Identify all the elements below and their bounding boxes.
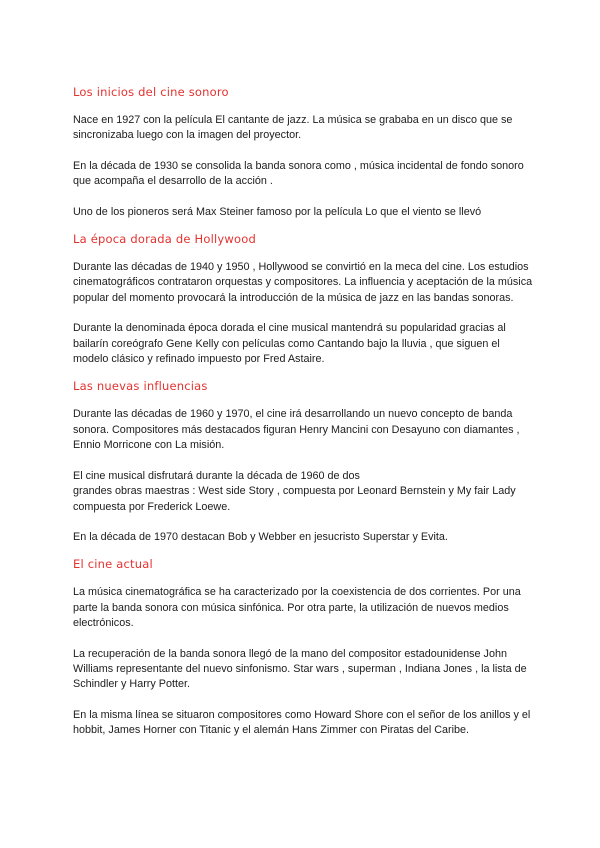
section-heading-cine-actual: El cine actual — [73, 557, 153, 572]
document-page — [73, 83, 535, 739]
paragraph: En la década de 1930 se consolida la banda sonora como , música incidental de fondo sonoro que acompaña el desarrollo de la acción . — [73, 159, 524, 188]
paragraph: Uno de los pioneros será Max Steiner famoso por la película Lo que el viento se llevó — [73, 205, 482, 218]
paragraph: La música cinematográfica se ha caracterizado por la coexistencia de dos corrientes. Por una parte la banda sonora con música sinfónica. Por otra parte, la utilización de nuevos medios electrónicos. — [73, 586, 521, 630]
paragraph: Durante las décadas de 1940 y 1950 , Hollywood se convirtió en la meca del cine. Los estudios cinematográficos contrataron orquestas y compositores. La influencia y aceptación de la música popular del momento provocará la introducción de la música de jazz en las bandas sonoras. — [73, 261, 533, 304]
paragraph: Durante la denominada época dorada el cine musical mantendrá su popularidad gracias al bailarín coreógrafo Gene Kelly con películas como Cantando bajo la lluvia , que siguen el modelo clásico y refinado impuesto por Fred Astaire. — [73, 322, 506, 366]
paragraph: En la década de 1970 destacan Bob y Webber en jesucristo Superstar y Evita. — [73, 530, 448, 543]
paragraph: grandes obras maestras : West side Story , compuesta por Leonard Bernstein y My fair Lady compuesta por Frederick Loewe. — [73, 485, 516, 513]
paragraph: Durante las décadas de 1960 y 1970, el cine irá desarrollando un nuevo concepto de banda sonora. Compositores más destacados figuran Henry Mancini con Desayuno con diamantes , Ennio Morricone con La misión. — [73, 408, 520, 452]
paragraph: El cine musical disfrutará durante la década de 1960 de dos — [73, 469, 360, 482]
section-heading-inicios: Los inicios del cine sonoro — [73, 85, 229, 99]
paragraph: Nace en 1927 con la película El cantante de jazz. La música se grababa en un disco que se sincronizaba luego con la imagen del proyector. — [73, 114, 513, 142]
paragraph: En la misma línea se situaron compositores como Howard Shore con el señor de los anillos y el hobbit, James Horner con Titanic y el alemán Hans Zimmer con Piratas del Caribe. — [73, 708, 531, 737]
section-heading-nuevas-influencias: Las nuevas influencias — [73, 379, 208, 394]
section-heading-epoca-dorada: La época dorada de Hollywood — [73, 232, 256, 247]
paragraph: La recuperación de la banda sonora llegó de la mano del compositor estadounidense John Williams representante del nuevo sinfonismo. Star wars , superman , Indiana Jones , la lista de Schindler y Harry Potter. — [73, 647, 527, 691]
